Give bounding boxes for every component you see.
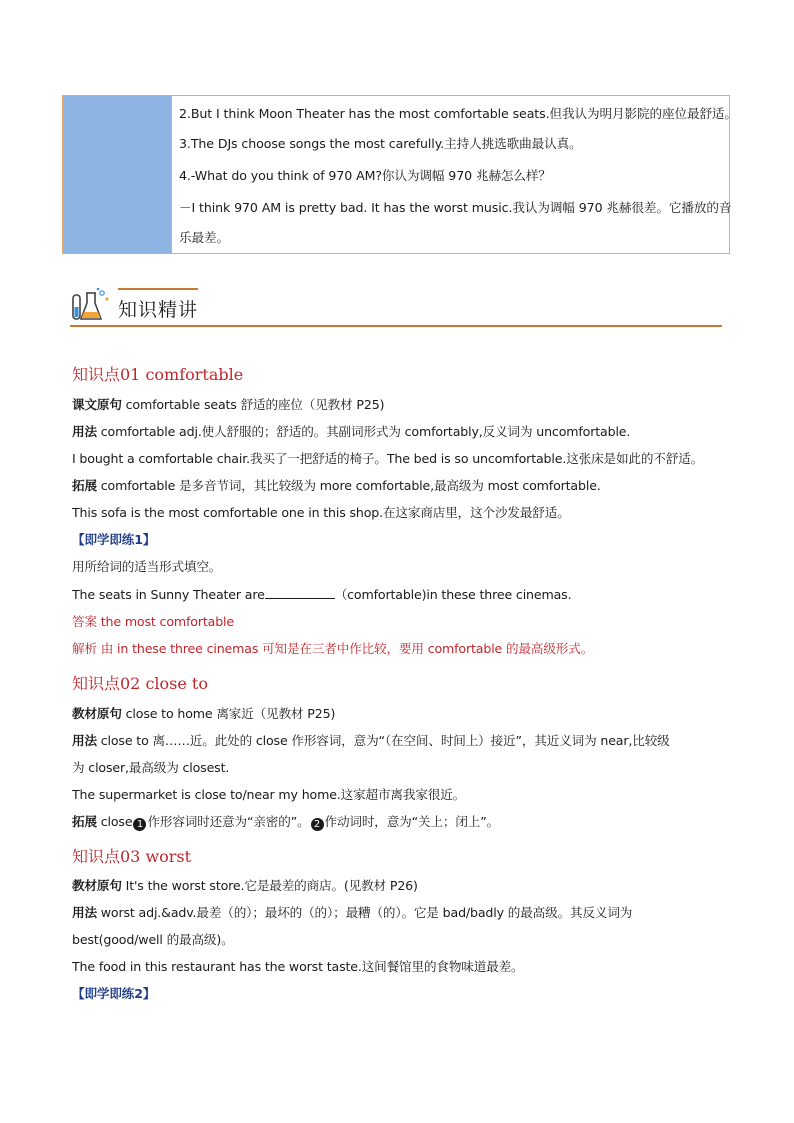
kp2-extend-post: 作动词时，意为“关上；闭上”。 (324, 814, 500, 829)
table-label-cell (63, 96, 172, 253)
kp3-source (72, 878, 418, 894)
kp1-analysis-text: 由 in these three cinemas 可知是在三者中作比较，要用 comfortable 的最高级形式。 (96, 641, 594, 656)
kp3-title: 知识点03 worst (72, 847, 192, 866)
table-row: 3.The DJs choose songs the most carefully.主持人挑选歌曲最认真。 (179, 136, 582, 151)
section-title: 知识精讲 (118, 299, 199, 321)
flask-icon (70, 287, 114, 325)
sentence-table (62, 95, 737, 254)
table-row: 乐最差。 (179, 230, 229, 245)
kp2-source-text: close to home 离家近（见教材 P25) (121, 706, 336, 721)
kp1-example2: This sofa is the most comfortable one in this shop.在这家商店里，这个沙发最舒适。 (72, 505, 570, 520)
kp1-answer-text: the most comfortable (96, 614, 234, 629)
kp1-title: 知识点01 comfortable (72, 365, 244, 384)
kp1-extend (72, 478, 601, 494)
kp2-usage-label: 用法 (72, 733, 97, 748)
kp2-usage (72, 733, 670, 749)
kp1-usage-text: comfortable adj.使人舒服的；舒适的。其副词形式为 comfortably,反义词为 uncomfortable. (96, 424, 631, 439)
kp1-usage-label: 用法 (72, 424, 97, 439)
table-content-cell (172, 96, 737, 253)
kp3-example1: The food in this restaurant has the worst taste.这间餐馆里的食物味道最差。 (72, 959, 524, 974)
kp1-answer-label: 答案 (72, 614, 97, 629)
kp1-instruction: 用所给词的适当形式填空。 (72, 559, 222, 574)
kp1-example1: I bought a comfortable chair.我买了一把舒适的椅子。The bed is so uncomfortable.这张床是如此的不舒适。 (72, 451, 704, 466)
kp1-question (72, 587, 571, 603)
kp3-usage-cont: best(good/well 的最高级)。 (72, 932, 234, 947)
kp2-extend-label: 拓展 (72, 814, 97, 829)
table-row: 2.But I think Moon Theater has the most comfortable seats.但我认为明月影院的座位最舒适。 (179, 106, 737, 121)
kp1-question-pre: The seats in Sunny Theater are (72, 587, 265, 602)
kp1-practice-label: 【即学即练1】 (72, 532, 156, 547)
kp2-source-label: 教材原句 (72, 706, 122, 721)
kp3-source-label: 教材原句 (72, 878, 122, 893)
kp3-usage-label: 用法 (72, 905, 97, 920)
header-accent-line (118, 288, 198, 290)
kp1-extend-text: comfortable 是多音节词，其比较级为 more comfortable,最高级为 most comfortable. (96, 478, 601, 493)
kp2-source (72, 706, 335, 722)
kp1-question-post: （comfortable)in these three cinemas. (334, 587, 572, 602)
table-row: －I think 970 AM is pretty bad. It has the worst music.我认为调幅 970 兆赫很差。它播放的音 (179, 200, 732, 215)
kp3-usage (72, 905, 632, 921)
kp3-practice-label: 【即学即练2】 (72, 986, 156, 1001)
table-row: 4.-What do you think of 970 AM?你认为调幅 970 兆赫怎么样？ (179, 168, 551, 183)
kp2-title: 知识点02 close to (72, 674, 208, 693)
circled-two-icon: 2 (311, 818, 324, 831)
kp1-analysis (72, 641, 593, 657)
kp2-extend-mid: 作形容词时还意为“亲密的”。 (147, 814, 310, 829)
kp1-source-label: 课文原句 (72, 397, 122, 412)
kp3-usage-text: worst adj.&adv.最差（的）；最坏的（的）；最糟（的）。它是 bad/badly 的最高级。其反义词为 (96, 905, 633, 920)
kp2-example1: The supermarket is close to/near my home.这家超市离我家很近。 (72, 787, 466, 802)
kp2-extend-pre: close (96, 814, 133, 829)
kp1-extend-label: 拓展 (72, 478, 97, 493)
kp3-source-text: It's the worst store.它是最差的商店。(见教材 P26) (121, 878, 418, 893)
kp1-analysis-label: 解析 (72, 641, 97, 656)
kp2-usage-cont: 为 closer,最高级为 closest. (72, 760, 230, 775)
header-underline (70, 325, 722, 327)
section-header (70, 285, 722, 329)
kp2-usage-text: close to 离……近。此处的 close 作形容词，意为“（在空间、时间上）接近”，其近义词为 near,比较级 (96, 733, 670, 748)
kp1-usage (72, 424, 630, 440)
circled-one-icon: 1 (133, 818, 146, 831)
kp1-source-text: comfortable seats 舒适的座位（见教材 P25) (121, 397, 385, 412)
kp1-answer (72, 614, 234, 630)
kp1-source (72, 397, 384, 413)
kp1-answer-blank[interactable] (265, 587, 335, 599)
kp2-extend (72, 814, 499, 831)
